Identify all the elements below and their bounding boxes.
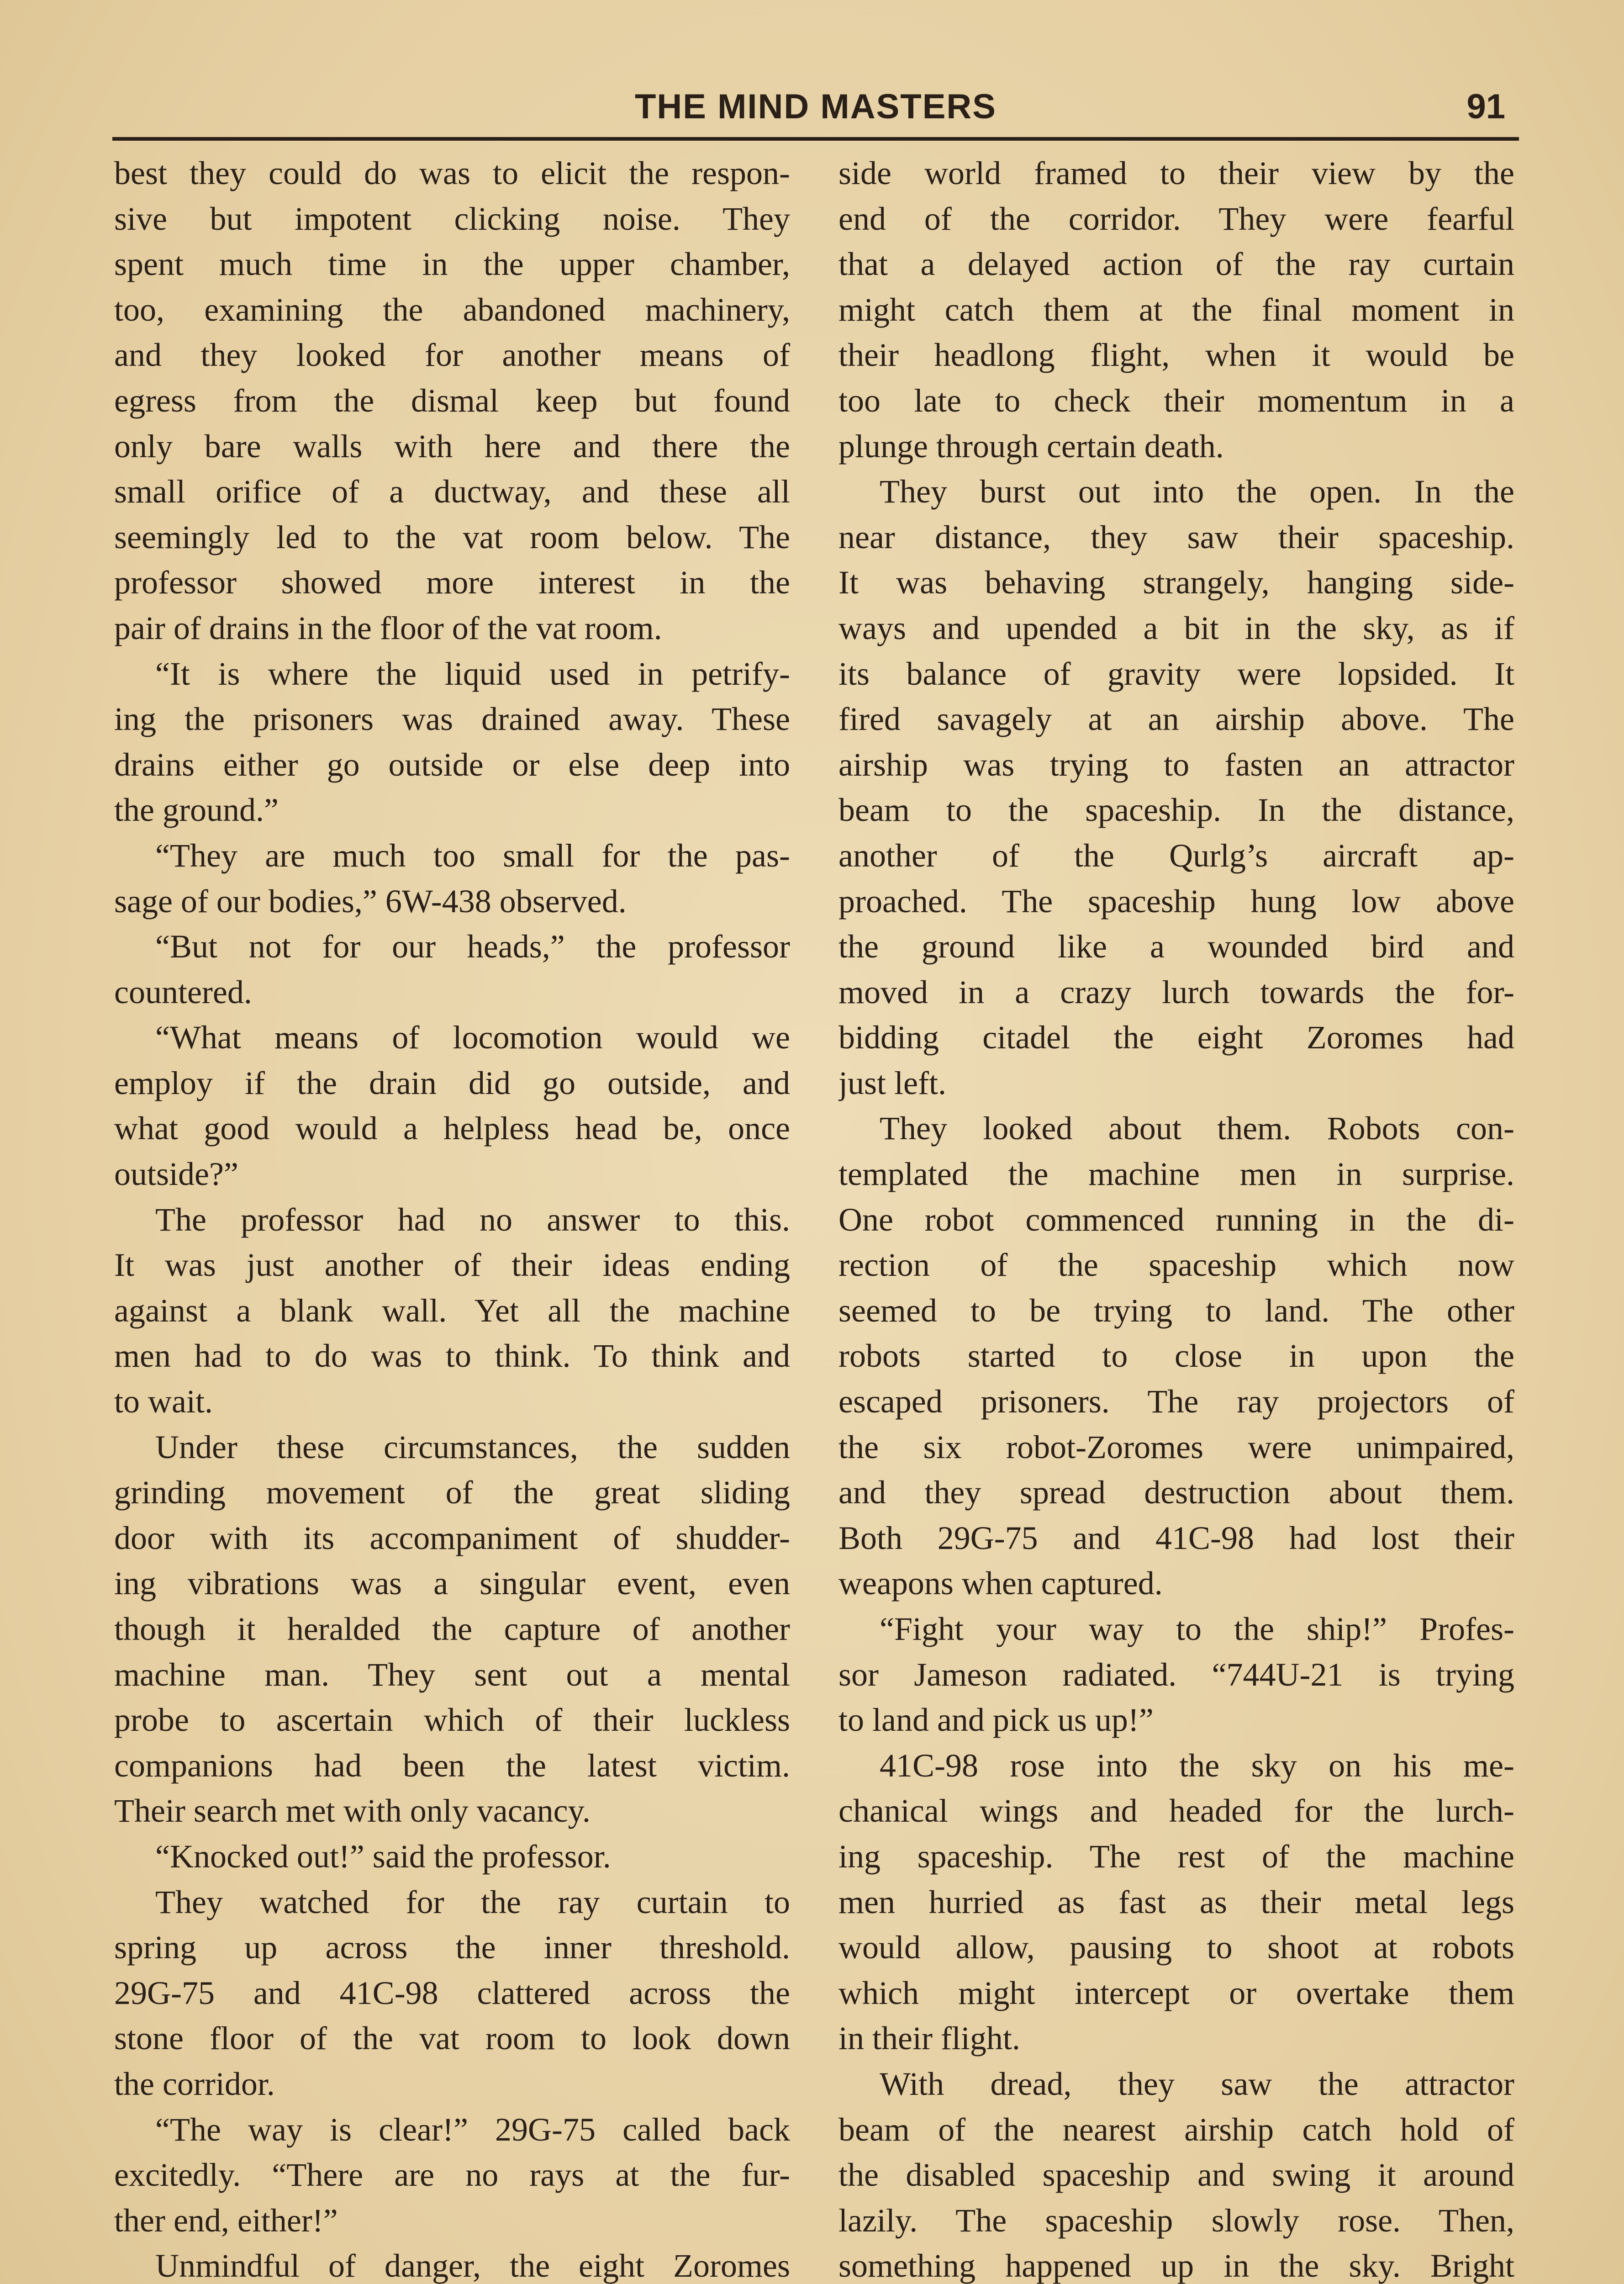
text-line: end of the corridor. They were fearful (838, 200, 1514, 237)
text-line: “It is where the liquid used in petrify- (155, 655, 790, 692)
text-line: grinding movement of the great sliding (114, 1474, 790, 1511)
text-line: ing vibrations was a singular event, even (114, 1565, 790, 1602)
text-line: ing spaceship. The rest of the machine (838, 1838, 1514, 1875)
text-line: Unmindful of danger, the eight Zoromes (155, 2247, 790, 2284)
text-line: its balance of gravity were lopsided. It (838, 655, 1514, 692)
text-line: the ground like a wounded bird and (838, 928, 1514, 965)
text-line: pair of drains in the floor of the vat room. (114, 609, 662, 646)
text-line: to wait. (114, 1383, 213, 1420)
text-line: rection of the spaceship which now (838, 1247, 1514, 1284)
text-line: “They are much too small for the pas- (155, 837, 790, 874)
text-line: chanical wings and headed for the lurch- (838, 1792, 1514, 1829)
text-line: men had to do was to think. To think and (114, 1338, 790, 1375)
text-line: another of the Qurlg’s aircraft ap- (838, 837, 1514, 874)
text-line: beam to the spaceship. In the distance, (838, 792, 1514, 829)
text-line: professor showed more interest in the (114, 564, 790, 601)
text-line: against a blank wall. Yet all the machine (114, 1292, 790, 1329)
text-line: sage of our bodies,” 6W-438 observed. (114, 883, 627, 920)
text-line: escaped prisoners. The ray projectors of (838, 1383, 1514, 1420)
text-line: templated the machine men in surprise. (838, 1156, 1514, 1193)
text-line: lazily. The spaceship slowly rose. Then, (838, 2202, 1514, 2239)
text-line: would allow, pausing to shoot at robots (838, 1929, 1514, 1966)
text-line: small orifice of a ductway, and these all (114, 473, 790, 510)
text-line: Both 29G-75 and 41C-98 had lost their (838, 1519, 1514, 1556)
text-line: It was just another of their ideas ending (114, 1247, 790, 1284)
text-line: fired savagely at an airship above. The (838, 701, 1514, 738)
text-line: that a delayed action of the ray curtain (838, 246, 1514, 283)
text-line: best they could do was to elicit the respon- (114, 155, 790, 191)
text-line: might catch them at the final moment in (838, 291, 1514, 328)
text-line: something happened up in the sky. Bright (838, 2247, 1514, 2284)
running-title: THE MIND MASTERS (635, 87, 997, 126)
text-line: “Knocked out!” said the professor. (155, 1838, 611, 1875)
text-line: employ if the drain did go outside, and (114, 1064, 790, 1101)
text-line: the disabled spaceship and swing it around (838, 2157, 1514, 2194)
text-line: and they spread destruction about them. (838, 1474, 1514, 1511)
text-line: “Fight your way to the ship!” Profes- (880, 1611, 1514, 1647)
text-line: 29G-75 and 41C-98 clattered across the (114, 1974, 790, 2011)
text-line: the ground.” (114, 792, 279, 829)
text-line: drains either go outside or else deep into (114, 746, 790, 783)
text-line: companions had been the latest victim. (114, 1747, 790, 1784)
text-line: “The way is clear!” 29G-75 called back (155, 2111, 790, 2148)
text-line: though it heralded the capture of another (114, 1611, 790, 1647)
text-line: They looked about them. Robots con- (880, 1110, 1514, 1147)
text-line: It was behaving strangely, hanging side- (838, 564, 1514, 601)
text-line: which might intercept or overtake them (838, 1974, 1514, 2011)
text-line: near distance, they saw their spaceship. (838, 518, 1514, 555)
text-line: ways and upended a bit in the sky, as if (838, 609, 1514, 646)
text-line: outside?” (114, 1156, 238, 1193)
text-column-right (838, 151, 1514, 2284)
text-line: One robot commenced running in the di- (838, 1201, 1514, 1238)
text-line: sor Jameson radiated. “744U-21 is trying (838, 1656, 1514, 1693)
text-line: spring up across the inner threshold. (114, 1929, 790, 1966)
header-rule (112, 137, 1519, 141)
text-line: excitedly. “There are no rays at the fur- (114, 2157, 790, 2194)
text-line: too, examining the abandoned machinery, (114, 291, 790, 328)
text-line: proached. The spaceship hung low above (838, 883, 1514, 920)
text-line: moved in a crazy lurch towards the for- (838, 973, 1514, 1010)
text-line: in their flight. (838, 2020, 1020, 2057)
text-line: the six robot-Zoromes were unimpaired, (838, 1428, 1514, 1465)
text-line: the corridor. (114, 2065, 275, 2102)
text-line: just left. (838, 1064, 946, 1101)
text-line: countered. (114, 973, 252, 1010)
text-line: “What means of locomotion would we (155, 1019, 790, 1056)
text-line: side world framed to their view by the (838, 155, 1514, 191)
text-line: what good would a helpless head be, once (114, 1110, 790, 1147)
text-line: They burst out into the open. In the (880, 473, 1514, 510)
text-line: Under these circumstances, the sudden (155, 1428, 790, 1465)
text-line: plunge through certain death. (838, 428, 1224, 465)
text-line: men hurried as fast as their metal legs (838, 1883, 1514, 1920)
text-line: They watched for the ray curtain to (155, 1883, 790, 1920)
text-line: The professor had no answer to this. (155, 1201, 790, 1238)
text-line: With dread, they saw the attractor (880, 2065, 1514, 2102)
text-line: door with its accompaniment of shudder- (114, 1519, 790, 1556)
text-column-left (114, 151, 790, 2284)
text-line: beam of the nearest airship catch hold of (838, 2111, 1514, 2148)
text-line: to land and pick us up!” (838, 1702, 1154, 1739)
text-line: “But not for our heads,” the professor (155, 928, 790, 965)
text-line: robots started to close in upon the (838, 1338, 1514, 1375)
text-line: airship was trying to fasten an attractor (838, 746, 1514, 783)
text-line: machine man. They sent out a mental (114, 1656, 790, 1693)
text-line: sive but impotent clicking noise. They (114, 200, 790, 237)
text-line: seemed to be trying to land. The other (838, 1292, 1514, 1329)
page-number: 91 (1466, 87, 1505, 126)
text-line: 41C-98 rose into the sky on his me- (880, 1747, 1514, 1784)
text-line: probe to ascertain which of their luckless (114, 1702, 790, 1739)
text-line: and they looked for another means of (114, 337, 790, 374)
text-line: Their search met with only vacancy. (114, 1792, 591, 1829)
text-line: ing the prisoners was drained away. These (114, 701, 790, 738)
text-line: stone floor of the vat room to look down (114, 2020, 790, 2057)
text-line: too late to check their momentum in a (838, 382, 1514, 419)
text-line: bidding citadel the eight Zoromes had (838, 1019, 1514, 1056)
text-line: their headlong flight, when it would be (838, 337, 1514, 374)
text-line: weapons when captured. (838, 1565, 1163, 1602)
text-line: spent much time in the upper chamber, (114, 246, 790, 283)
text-line: only bare walls with here and there the (114, 428, 790, 465)
text-line: ther end, either!” (114, 2202, 338, 2239)
page-header (112, 82, 1519, 137)
text-line: egress from the dismal keep but found (114, 382, 790, 419)
text-line: seemingly led to the vat room below. The (114, 518, 790, 555)
